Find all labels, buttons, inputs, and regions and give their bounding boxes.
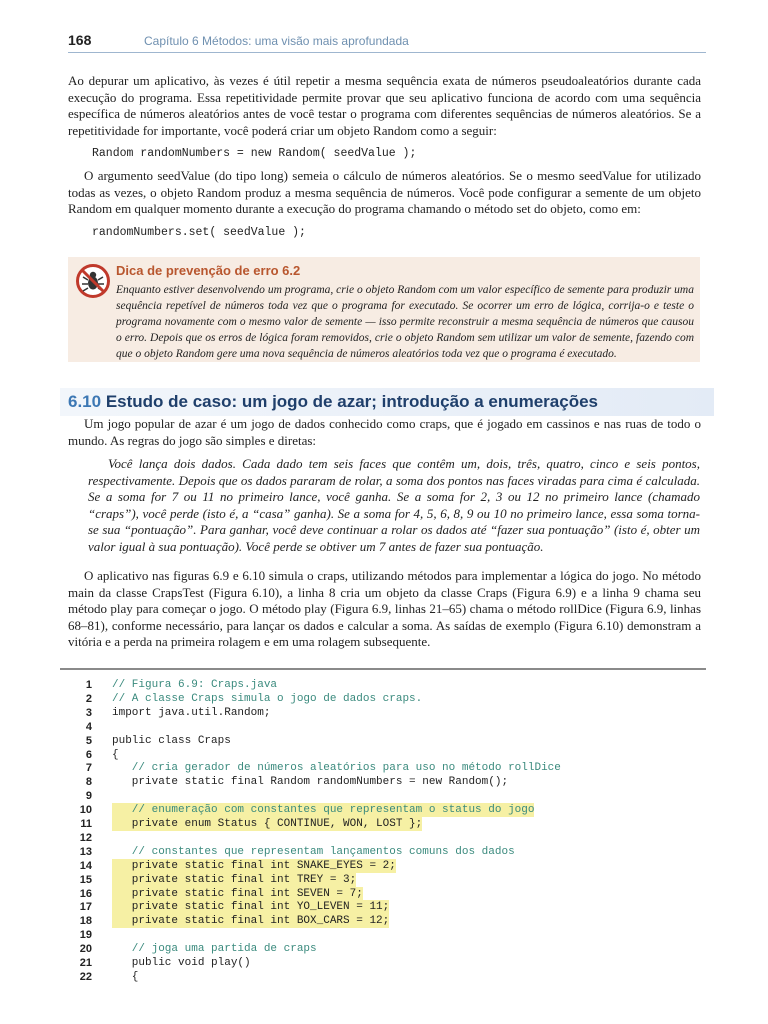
line-number: 2 <box>85 692 92 705</box>
code-line <box>60 775 706 789</box>
code-line <box>60 900 706 914</box>
line-number: 12 <box>79 831 92 844</box>
code-line <box>60 956 706 970</box>
code-line <box>60 817 706 831</box>
code-text: { <box>112 970 139 983</box>
code-text: { <box>112 748 119 761</box>
code-comment: // joga uma partida de craps <box>112 943 317 956</box>
code-text: private enum Status { CONTINUE, WON, LOST }; <box>112 818 423 830</box>
code-comment: // constantes que representam lançamentos comuns dos dados <box>112 845 515 858</box>
game-rules-quote: Você lança dois dados. Cada dado tem seis faces que contêm um, dois, três, quatro, cinco e seis pontos, respectivamente. Depois que os dados pararam de rolar, a soma dos pontos nas faces viradas para cima é calculada. Se a soma for 7 ou 11 no primeiro lance, você ganha. Se a soma for 2, 3 ou 12 no primeiro lance (chamado “craps”), você perde (isto é, a “casa” ganha). Se a soma for 4, 5, 6, 8, 9 ou 10 no primeiro lance, essa soma torna-se sua “pontuação”. Para ganhar, você deve continuar a rolar os dados até “fazer sua pontuação” (isto é, obter um valor igual à sua pontuação). Você perde se obtiver um 7 antes de fazer sua pontuação. <box>88 456 700 554</box>
code-line <box>60 720 706 734</box>
code-comment: // Figura 6.9: Craps.java <box>112 679 278 691</box>
code-text: private static final int TREY = 3; <box>112 873 357 886</box>
tip-text: Enquanto estiver desenvolvendo um programa, crie o objeto Random com um valor específico de semente para produzir uma sequência repetível de números toda vez que o programa for executado. Se ocorrer um erro de lógica, corrija-o e teste o programa novamente com o mesmo valor de semente — isso permite reconstruir a mesma sequência de números que causou o erro. Depois que os erros de lógica foram removidos, crie o objeto Random sem utilizar um valor de semente, fazendo com que o objeto Random gere uma nova sequência de números aleatórios toda vez que o programa é executado. <box>116 284 694 360</box>
code-line <box>60 678 706 692</box>
line-number: 18 <box>79 915 92 928</box>
code-text: private static final int SNAKE_EYES = 2; <box>112 859 396 872</box>
bug-prohibited-icon <box>76 264 110 298</box>
code-line <box>60 803 706 817</box>
code-line <box>60 831 706 845</box>
section-heading <box>68 392 598 412</box>
code-snippet-set: randomNumbers.set( seedValue ); <box>92 226 306 239</box>
code-comment: // A classe Craps simula o jogo de dados craps. <box>112 692 423 705</box>
line-number: 3 <box>85 706 92 719</box>
code-line <box>60 914 706 928</box>
code-line <box>60 859 706 873</box>
tip-title: Dica de prevenção de erro 6.2 <box>116 263 301 278</box>
code-line <box>60 845 706 859</box>
seed-paragraph: O argumento seedValue (do tipo long) semeia o cálculo de números aleatórios. Se o mesmo seedValue for utilizado todas as vezes, o objeto Random produz a mesma sequência de números. Você pode configurar a semente de um objeto Random em qualquer momento durante a execução do programa chamando o método set do objeto, como em: <box>68 168 701 216</box>
page-header <box>68 30 768 50</box>
line-number: 7 <box>85 762 92 775</box>
header-rule <box>68 52 706 53</box>
line-number: 22 <box>79 970 92 983</box>
line-number: 17 <box>79 901 92 914</box>
running-title: Capítulo 6 Métodos: uma visão mais aprofundada <box>144 34 409 48</box>
code-line <box>60 970 706 984</box>
code-line <box>60 942 706 956</box>
code-line <box>60 706 706 720</box>
line-number: 6 <box>85 748 92 761</box>
code-text: public void play() <box>112 957 251 969</box>
code-comment: // enumeração com constantes que representam o status do jogo <box>112 804 535 817</box>
code-text: private static final int BOX_CARS = 12; <box>112 915 390 928</box>
code-line <box>60 748 706 762</box>
code-comment: // cria gerador de números aleatórios para uso no método rollDice <box>112 762 561 775</box>
code-listing-rule <box>60 668 706 670</box>
line-number: 15 <box>79 873 92 886</box>
code-line <box>60 873 706 887</box>
code-line <box>60 887 706 901</box>
line-number: 13 <box>79 845 92 858</box>
code-text: private static final int SEVEN = 7; <box>112 887 363 900</box>
line-number: 1 <box>85 679 92 691</box>
line-number: 4 <box>85 720 92 733</box>
code-line <box>60 761 706 775</box>
code-text: private static final int YO_LEVEN = 11; <box>112 901 390 914</box>
line-number: 19 <box>79 929 92 942</box>
code-snippet-random: Random randomNumbers = new Random( seedValue ); <box>92 147 417 160</box>
code-line <box>60 692 706 706</box>
application-paragraph: O aplicativo nas figuras 6.9 e 6.10 simula o craps, utilizando métodos para implementar a lógica do jogo. No método main da classe CrapsTest (Figura 6.10), a linha 8 cria um objeto da classe Craps (Figura 6.9) e a linha 9 chama seu método play para começar o jogo. O método play (Figura 6.9, linhas 21–65) chama o método rollDice (Figura 6.9, linhas 68–81), conforme necessário, para lançar os dados e calcular a soma. As saídas de exemplo (Figura 6.10) demonstram a vitória e a perda na primeira rolagem e em uma rolagem subsequente. <box>68 568 701 649</box>
code-line <box>60 734 706 748</box>
craps-intro-paragraph: Um jogo popular de azar é um jogo de dados conhecido como craps, que é jogado em cassinos e nas ruas de todo o mundo. As regras do jogo são simples e diretas: <box>68 416 701 448</box>
line-number: 21 <box>79 957 92 969</box>
line-number: 20 <box>79 943 92 956</box>
code-text: private static final Random randomNumbers = new Random(); <box>112 776 509 789</box>
code-text: import java.util.Random; <box>112 706 271 719</box>
line-number: 14 <box>79 859 92 872</box>
line-number: 16 <box>79 887 92 900</box>
line-number: 8 <box>85 776 92 789</box>
error-prevention-tip <box>68 257 700 362</box>
section-number: 6.10 <box>68 392 102 411</box>
code-text: public class Craps <box>112 734 231 747</box>
page-number: 168 <box>68 32 92 48</box>
code-line <box>60 789 706 803</box>
intro-paragraph: Ao depurar um aplicativo, às vezes é útil repetir a mesma sequência exata de números pseudoaleatórios durante cada execução do programa. Essa repetitividade permite provar que seu aplicativo funciona de acordo com uma sequência específica de números aleatórios antes de você testar o programa com diferentes sequências de números aleatórios. Se a repetitividade for importante, você poderá criar um objeto Random como a seguir: <box>68 73 701 138</box>
section-title: Estudo de caso: um jogo de azar; introdução a enumerações <box>105 392 598 411</box>
line-number: 9 <box>85 790 92 803</box>
line-number: 5 <box>85 734 92 747</box>
line-number: 10 <box>79 804 92 817</box>
line-number: 11 <box>80 818 92 830</box>
code-line <box>60 928 706 942</box>
